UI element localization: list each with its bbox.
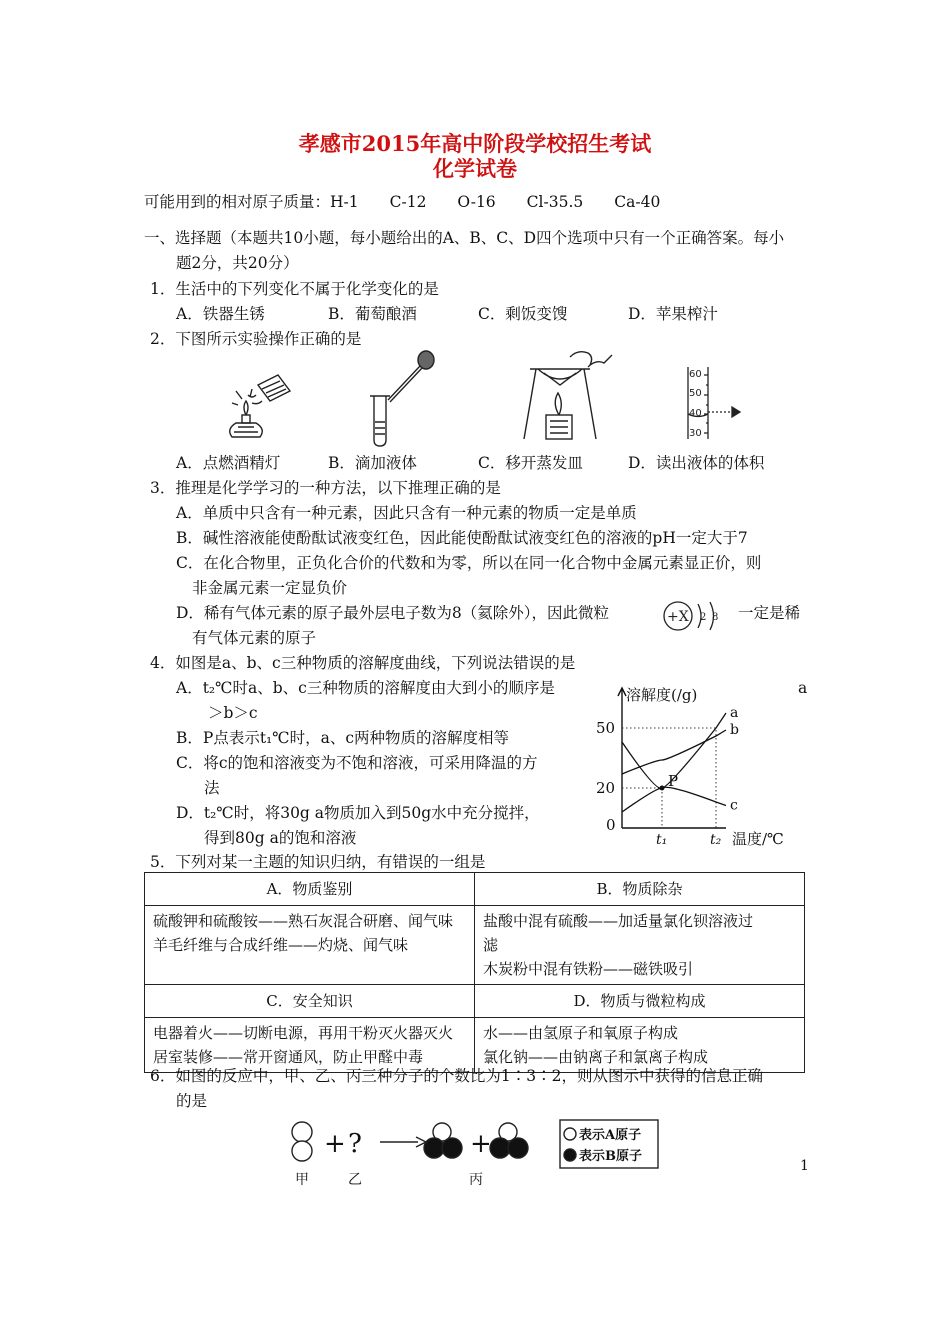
q1-option-b: B．葡萄酿酒 bbox=[328, 305, 417, 323]
y-tick-20: 20 bbox=[596, 779, 616, 797]
cell-a-header: A．物质鉴别 bbox=[145, 873, 475, 906]
cell-a-body bbox=[145, 906, 475, 985]
page-number: 1 bbox=[800, 1158, 809, 1174]
solubility-chart bbox=[596, 680, 796, 856]
cell-b-line-1: 盐酸中混有硫酸——加适量氯化钡溶液过 bbox=[483, 912, 754, 930]
legend-a-label: 表示A原子 bbox=[579, 1128, 642, 1143]
q4-stem: 4．如图是a、b、c三种物质的溶解度曲线，下列说法错误的是 bbox=[150, 654, 576, 672]
q2-option-c: C．移开蒸发皿 bbox=[478, 454, 583, 472]
q2-option-b: B．滴加液体 bbox=[328, 454, 417, 472]
q6-stem: 6．如图的反应中，甲、乙、丙三种分子的个数比为1∶3∶2，则从图示中获得的信息正确 bbox=[150, 1067, 763, 1085]
q3-stem: 3．推理是化学学习的一种方法，以下推理正确的是 bbox=[150, 479, 501, 497]
point-p-label: P bbox=[668, 772, 679, 790]
cylinder-tick-30: 30 bbox=[689, 428, 702, 439]
cell-b-body bbox=[475, 906, 805, 985]
cell-c-line-2: 居室装修——常开窗通风，防止甲醛中毒 bbox=[153, 1048, 424, 1066]
label-bing: 丙 bbox=[469, 1172, 483, 1188]
cell-d-body bbox=[475, 1018, 805, 1073]
particle-shell-1: 2 bbox=[700, 612, 707, 623]
particle-structure-diagram bbox=[660, 596, 730, 636]
atomic-masses: 可能用到的相对原子质量：H-1 C-12 O-16 Cl-35.5 Ca-40 bbox=[144, 193, 661, 211]
cell-a-line-2: 羊毛纤维与合成纤维——灼烧、闻气味 bbox=[153, 936, 409, 954]
cell-d-header: D．物质与微粒构成 bbox=[475, 985, 805, 1018]
cell-b-header: B．物质除杂 bbox=[475, 873, 805, 906]
cell-c-header: C．安全知识 bbox=[145, 985, 475, 1018]
alcohol-lamp-image bbox=[222, 365, 302, 445]
curve-label-a: a bbox=[730, 705, 739, 721]
label-yi: 乙 bbox=[348, 1172, 362, 1188]
y-tick-0: 0 bbox=[606, 816, 616, 834]
q4-option-a-cont: ＞b＞c bbox=[208, 704, 258, 722]
q1-stem: 1．生活中的下列变化不属于化学变化的是 bbox=[150, 280, 439, 298]
graduated-cylinder-image bbox=[684, 365, 744, 443]
q6-stem-cont: 的是 bbox=[176, 1092, 208, 1110]
section-heading: 一、选择题（本题共10小题，每小题给出的A、B、C、D四个选项中只有一个正确答案。每小 bbox=[144, 229, 785, 247]
q4-stray-a: a bbox=[798, 679, 808, 697]
knowledge-table bbox=[144, 872, 805, 1073]
reaction-diagram bbox=[284, 1118, 664, 1190]
cylinder-tick-40: 40 bbox=[689, 408, 702, 419]
curve-label-b: b bbox=[730, 722, 739, 738]
label-jia: 甲 bbox=[295, 1172, 309, 1188]
molecule-jia-atom-1 bbox=[292, 1122, 312, 1142]
curve-label-c: c bbox=[730, 797, 738, 814]
unknown-molecule: ? bbox=[348, 1129, 362, 1159]
section-heading-cont: 题2分，共20分） bbox=[176, 254, 299, 272]
q5-stem: 5．下列对某一主题的知识归纳，有错误的一组是 bbox=[150, 853, 486, 871]
legend-b-label: 表示B原子 bbox=[579, 1149, 642, 1164]
exam-title: 孝感市2015年高中阶段学校招生考试 bbox=[298, 131, 652, 156]
q3-option-d-cont: 有气体元素的原子 bbox=[192, 629, 317, 647]
dropper-test-tube-image bbox=[360, 348, 440, 448]
cell-d-line-2: 氯化钠——由钠离子和氯离子构成 bbox=[483, 1048, 709, 1066]
particle-shell-2: 8 bbox=[712, 612, 719, 623]
plus-sign-2: + bbox=[470, 1129, 492, 1159]
x-tick-t2: t₂ bbox=[710, 832, 722, 848]
q4-option-c: C．将c的饱和溶液变为不饱和溶液，可采用降温的方 bbox=[176, 754, 538, 772]
evaporating-dish-image bbox=[508, 345, 618, 445]
q4-option-d-cont: 得到80g a的饱和溶液 bbox=[204, 829, 357, 847]
exam-subtitle: 化学试卷 bbox=[433, 156, 517, 181]
q1-option-c: C．剩饭变馊 bbox=[478, 305, 568, 323]
q1-option-a: A．铁器生锈 bbox=[176, 305, 265, 323]
legend-a-atom-icon bbox=[564, 1128, 576, 1140]
q4-option-a: A．t₂℃时a、b、c三种物质的溶解度由大到小的顺序是 bbox=[176, 679, 555, 697]
cell-b-line-3: 木炭粉中混有铁粉——磁铁吸引 bbox=[483, 960, 694, 978]
cell-c-body bbox=[145, 1018, 475, 1073]
plus-sign-1: + bbox=[324, 1129, 346, 1159]
cell-c-line-1: 电器着火——切断电源，再用干粉灭火器灭火 bbox=[153, 1024, 454, 1042]
q2-option-d: D．读出液体的体积 bbox=[628, 454, 765, 472]
q3-option-d-tail: 一定是稀 bbox=[738, 604, 801, 622]
cylinder-tick-50: 50 bbox=[689, 388, 702, 399]
molecule-jia-atom-2 bbox=[292, 1141, 312, 1161]
y-tick-50: 50 bbox=[596, 719, 616, 737]
q4-option-b: B．P点表示t₁℃时，a、c两种物质的溶解度相等 bbox=[176, 729, 510, 747]
y-axis-label: 溶解度(/g) bbox=[626, 686, 698, 704]
q3-option-d: D．稀有气体元素的原子最外层电子数为8（氦除外），因此微粒 bbox=[176, 604, 610, 622]
curve-b bbox=[622, 730, 726, 774]
q4-option-d: D．t₂℃时，将30g a物质加入到50g水中充分搅拌， bbox=[176, 804, 540, 822]
x-axis-label: 温度/℃ bbox=[732, 830, 784, 848]
particle-nucleus: +X bbox=[667, 609, 689, 625]
legend-b-atom-icon bbox=[564, 1149, 576, 1161]
q3-option-b: B．碱性溶液能使酚酞试液变红色，因此能使酚酞试液变红色的溶液的pH一定大于7 bbox=[176, 529, 748, 547]
cell-a-line-1: 硫酸钾和硫酸铵——熟石灰混合研磨、闻气味 bbox=[153, 912, 454, 930]
x-tick-t1: t₁ bbox=[656, 832, 668, 848]
q1-option-d: D．苹果榨汁 bbox=[628, 305, 718, 323]
cylinder-tick-60: 60 bbox=[689, 369, 702, 380]
q4-option-c-cont: 法 bbox=[204, 779, 220, 797]
q3-option-c: C．在化合物里，正负化合价的代数和为零，所以在同一化合物中金属元素显正价，则 bbox=[176, 554, 762, 572]
q2-stem: 2．下图所示实验操作正确的是 bbox=[150, 330, 362, 348]
q3-option-c-cont: 非金属元素一定显负价 bbox=[192, 579, 348, 597]
q3-option-a: A．单质中只含有一种元素，因此只含有一种元素的物质一定是单质 bbox=[176, 504, 637, 522]
cell-b-line-2: 滤 bbox=[483, 936, 499, 954]
point-p bbox=[660, 786, 665, 791]
cell-d-line-1: 水——由氢原子和氧原子构成 bbox=[483, 1024, 679, 1042]
q2-option-a: A．点燃酒精灯 bbox=[176, 454, 281, 472]
